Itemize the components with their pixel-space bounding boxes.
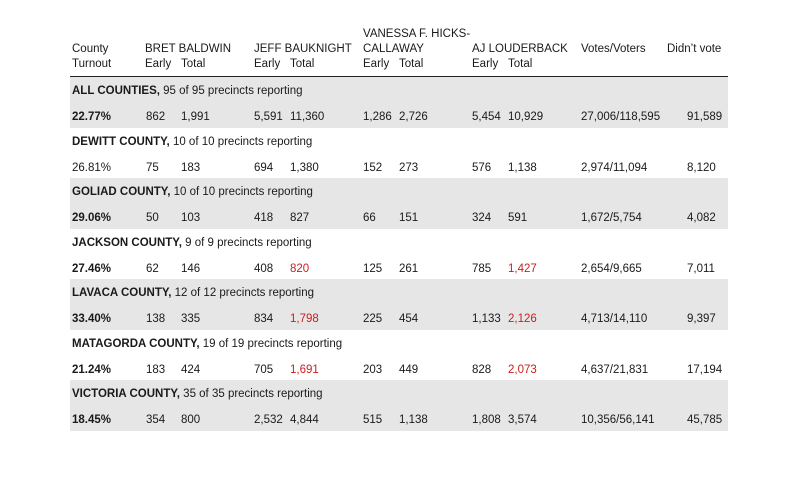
vote-count-c2e: 694 xyxy=(254,161,274,174)
votes-voters-value: 1,672/5,754 xyxy=(581,212,642,224)
didnt-vote-value: 7,011 xyxy=(687,262,715,275)
precincts-reporting: 10 of 10 precincts reporting xyxy=(170,186,313,198)
vote-count-c3e: 515 xyxy=(363,414,383,426)
votes-voters-value: 4,637/21,831 xyxy=(581,363,649,376)
candidate-louderback-header: AJ LOUDERBACK xyxy=(472,43,568,55)
county-title xyxy=(72,338,342,350)
candidate-hicks-callaway-header: VANESSA F. HICKS- xyxy=(363,28,471,40)
didnt-vote-value: 45,785 xyxy=(687,414,723,426)
candidate-hicks-callaway-header-line2: CALLAWAY xyxy=(363,43,424,55)
vote-count-c4e: 324 xyxy=(472,212,492,224)
vote-count-c4e: 1,133 xyxy=(472,313,501,325)
vote-count-c2e: 834 xyxy=(254,313,274,325)
county-name: LAVACA COUNTY, xyxy=(72,287,172,299)
county-title xyxy=(72,85,303,97)
county-name: DEWITT COUNTY, xyxy=(72,135,170,148)
vote-count-c3t: 449 xyxy=(399,363,419,376)
votes-voters-value: 10,356/56,141 xyxy=(581,414,655,426)
vote-count-c1t: 103 xyxy=(181,212,201,224)
didnt-vote-header: Didn’t vote xyxy=(667,43,722,55)
vote-count-c2t: 1,380 xyxy=(290,161,319,174)
early-header: Early xyxy=(363,58,390,70)
vote-count-c4t: 2,073 xyxy=(508,363,537,376)
vote-count-c3t: 454 xyxy=(399,313,419,325)
vote-count-c1t: 800 xyxy=(181,414,201,426)
county-title xyxy=(72,388,323,400)
vote-count-c1e: 138 xyxy=(146,313,166,325)
table-row xyxy=(70,229,728,280)
vote-count-c4e: 828 xyxy=(472,363,492,376)
candidate-baldwin-header: BRET BALDWIN xyxy=(145,43,232,55)
vote-count-c3e: 125 xyxy=(363,262,383,275)
results-table xyxy=(70,26,728,431)
precincts-reporting: 9 of 9 precincts reporting xyxy=(181,236,312,249)
vote-count-c4e: 576 xyxy=(472,161,492,174)
didnt-vote-value: 17,194 xyxy=(687,363,723,376)
table-row xyxy=(70,380,728,431)
vote-count-c2t: 820 xyxy=(290,262,310,275)
vote-count-c2e: 418 xyxy=(254,212,274,224)
county-title xyxy=(72,237,312,249)
vote-count-c2e: 5,591 xyxy=(254,111,283,123)
votes-voters-value: 2,974/11,094 xyxy=(581,161,648,174)
candidate-bauknight-header: JEFF BAUKNIGHT xyxy=(254,43,352,55)
table-header xyxy=(70,26,728,77)
county-name: GOLIAD COUNTY, xyxy=(72,186,171,198)
vote-count-c2e: 705 xyxy=(254,363,274,376)
county-name: JACKSON COUNTY, xyxy=(72,236,182,249)
county-title xyxy=(72,287,314,299)
precincts-reporting: 95 of 95 precincts reporting xyxy=(159,85,303,97)
vote-count-c3e: 203 xyxy=(363,363,383,376)
vote-count-c3e: 66 xyxy=(363,212,376,224)
vote-count-c3t: 1,138 xyxy=(399,414,428,426)
vote-count-c2e: 408 xyxy=(254,262,274,275)
precincts-reporting: 35 of 35 precincts reporting xyxy=(179,388,323,400)
vote-count-c4e: 5,454 xyxy=(472,111,501,123)
table-row xyxy=(70,178,728,229)
early-header: Early xyxy=(254,58,281,70)
total-header: Total xyxy=(508,58,533,70)
didnt-vote-value: 4,082 xyxy=(687,212,716,224)
turnout-value: 22.77% xyxy=(72,111,112,123)
county-name: ALL COUNTIES, xyxy=(72,85,160,97)
county-name: VICTORIA COUNTY, xyxy=(72,388,180,400)
vote-count-c1e: 75 xyxy=(146,161,159,174)
vote-count-c3t: 151 xyxy=(399,212,419,224)
votes-voters-value: 2,654/9,665 xyxy=(581,262,642,275)
vote-count-c4t: 10,929 xyxy=(508,111,544,123)
vote-count-c3e: 152 xyxy=(363,161,383,174)
vote-count-c4t: 591 xyxy=(508,212,528,224)
table-row xyxy=(70,279,728,330)
precincts-reporting: 12 of 12 precincts reporting xyxy=(171,287,315,299)
table-row xyxy=(70,330,728,381)
votes-voters-value: 27,006/118,595 xyxy=(581,111,661,123)
vote-count-c3e: 225 xyxy=(363,313,383,325)
total-header: Total xyxy=(290,58,315,70)
total-header: Total xyxy=(399,58,424,70)
vote-count-c3t: 261 xyxy=(399,262,419,275)
early-header: Early xyxy=(145,58,172,70)
vote-count-c1e: 183 xyxy=(146,363,166,376)
vote-count-c1t: 146 xyxy=(181,262,201,275)
vote-count-c4t: 2,126 xyxy=(508,313,537,325)
vote-count-c1t: 335 xyxy=(181,313,201,325)
vote-count-c2t: 827 xyxy=(290,212,310,224)
vote-count-c1t: 1,991 xyxy=(181,111,210,123)
vote-count-c3t: 2,726 xyxy=(399,111,428,123)
vote-count-c4t: 1,427 xyxy=(508,262,537,275)
votes-voters-header: Votes/Voters xyxy=(581,43,646,55)
votes-voters-value: 4,713/14,110 xyxy=(581,313,648,325)
vote-count-c2t: 1,798 xyxy=(290,313,319,325)
vote-count-c1e: 62 xyxy=(146,262,159,275)
vote-count-c4t: 1,138 xyxy=(508,161,537,174)
vote-count-c4e: 1,808 xyxy=(472,414,501,426)
vote-count-c4e: 785 xyxy=(472,262,492,275)
turnout-value: 26.81% xyxy=(72,161,112,174)
turnout-value: 27.46% xyxy=(72,262,112,275)
early-header: Early xyxy=(472,58,499,70)
vote-count-c1e: 354 xyxy=(146,414,166,426)
vote-count-c1e: 862 xyxy=(146,111,166,123)
vote-count-c2t: 4,844 xyxy=(290,414,319,426)
turnout-value: 18.45% xyxy=(72,414,112,426)
total-header: Total xyxy=(181,58,206,70)
table-row xyxy=(70,128,728,179)
county-name: MATAGORDA COUNTY, xyxy=(72,337,200,350)
vote-count-c1t: 183 xyxy=(181,161,201,174)
county-title xyxy=(72,186,313,198)
didnt-vote-value: 9,397 xyxy=(687,313,716,325)
vote-count-c1e: 50 xyxy=(146,212,159,224)
county-title xyxy=(72,136,312,148)
precincts-reporting: 10 of 10 precincts reporting xyxy=(169,135,313,148)
county-header: County xyxy=(72,43,109,55)
turnout-value: 29.06% xyxy=(72,212,112,224)
turnout-value: 33.40% xyxy=(72,313,112,325)
vote-count-c4t: 3,574 xyxy=(508,414,537,426)
vote-count-c2t: 1,691 xyxy=(290,363,319,376)
precincts-reporting: 19 of 19 precincts reporting xyxy=(199,337,343,350)
vote-count-c2e: 2,532 xyxy=(254,414,283,426)
vote-count-c3t: 273 xyxy=(399,161,419,174)
table-row xyxy=(70,77,728,128)
table-body xyxy=(70,77,728,431)
didnt-vote-value: 8,120 xyxy=(687,161,716,174)
vote-count-c3e: 1,286 xyxy=(363,111,392,123)
turnout-value: 21.24% xyxy=(72,363,112,376)
vote-count-c1t: 424 xyxy=(181,363,201,376)
vote-count-c2t: 11,360 xyxy=(290,111,325,123)
didnt-vote-value: 91,589 xyxy=(687,111,723,123)
turnout-header: Turnout xyxy=(72,58,112,70)
